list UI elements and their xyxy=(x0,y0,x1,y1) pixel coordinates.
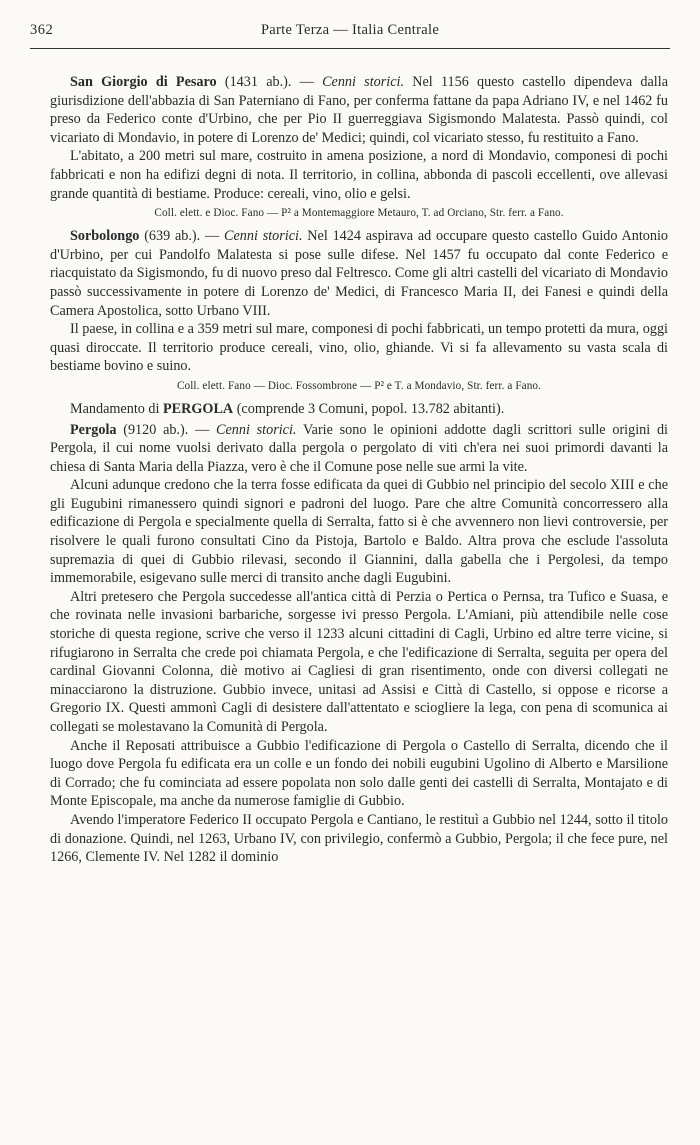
mandamento-heading xyxy=(50,400,668,419)
population: (9120 ab.). — xyxy=(116,421,217,438)
entry-sorbolongo-paragraph-2: Il paese, in collina e a 359 metri sul mare, componesi di pochi fabbricati, un tempo protetti da mura, oggi quasi diroccate. Il territorio produce cereali, vino, olio, ghiande. Vi si fa allevamento su vasta scala di bestiame bovino e suino. xyxy=(50,321,668,375)
entry-san-giorgio-paragraph-1 xyxy=(50,73,668,147)
page xyxy=(30,22,670,867)
entry-pergola-paragraph-4: Anche il Reposati attribuisce a Gubbio l'edificazione di Pergola o Castello di Serralta, dicendo che il luogo dove Pergola fu edificata era un colle e un fondo dei nobili eugubini Ugolino di Alberto e Marsilione di Corrado; che fu cominciata ad essere popolata non solo dalle genti dei castelli di Serralta, Montajato e di Monte Episcopale, ma anche da numerose famiglie di Gubbio. xyxy=(50,737,668,810)
paragraph-text: Varie sono le opinioni addotte dagli scrittori sulle origini di Pergola, il cui nome vuolsi derivato dalla pergola o pergolato di viti ch'era nei suoi primordi davanti la chiesa di Santa Maria della Piazza, vero è che il Comune pose nelle sue armi la vite. xyxy=(50,421,668,475)
entry-pergola-paragraph-1 xyxy=(50,421,668,477)
header-rule xyxy=(30,48,670,49)
population: (1431 ab.). — xyxy=(216,74,323,90)
entry-san-giorgio-meta: Coll. elett. e Dioc. Fano — P² a Montemaggiore Metauro, T. ad Orciano, Str. ferr. a Fano. xyxy=(154,207,564,220)
cenni-storici-label: Cenni storici. xyxy=(216,421,297,438)
cenni-storici-label: Cenni storici. xyxy=(224,228,303,245)
page-number: 362 xyxy=(30,22,54,38)
entry-pergola-paragraph-5: Avendo l'imperatore Federico II occupato Pergola e Cantiano, le restituì a Gubbio nel 1244, sotto il titolo di donazione. Quindi, nel 1263, Urbano IV, con privilegio, confermò a Gubbio, Pergola; il che fece pure, nel 1266, Clemente IV. Nel 1282 il dominio xyxy=(50,811,668,866)
entry-sorbolongo-meta: Coll. elett. Fano — Dioc. Fossombrone — P² e T. a Mondavio, Str. ferr. a Fano. xyxy=(176,379,542,392)
entry-pergola-paragraph-2: Alcuni adunque credono che la terra fosse edificata da quei di Gubbio nel principio del secolo XIII e che gli Eugubini rimanessero quindi signori e padroni del luogo. Pare che altre Comunità concorressero alla edificazione di Pergola e specialmente quella di Serralta, fatto si è che avvennero non lievi controversie, per risolvere le quali furono consultati Cino da Pistoja, Bartolo e Baldo. Altra prova che esclude l'assoluta supremazia di quei di Gubbio rilevasi, secondo il Giannini, dalla gabella che i Pergolesi, da tempo immemorabile, esigevano sulle merci di transito anche dagli Eugubini. xyxy=(50,477,668,587)
cenni-storici-label: Cenni storici. xyxy=(322,74,404,90)
page-header xyxy=(30,22,670,44)
population: (639 ab.). — xyxy=(139,228,224,245)
entry-title: Pergola xyxy=(70,421,117,438)
entry-san-giorgio-paragraph-2: L'abitato, a 200 metri sul mare, costruito in amena posizione, a nord di Mondavio, componesi di pochi fabbricati e non ha edifizi degni di nota. Il territorio, in collina, abbonda di pascoli eccellenti, ove allevasi grande quantità di bestiame. Produce: cereali, vino, olio e gelsi. xyxy=(50,148,668,202)
mandamento-name: PERGOLA xyxy=(163,400,234,417)
mandamento-prefix: Mandamento di xyxy=(70,400,163,417)
running-head: Parte Terza — Italia Centrale xyxy=(260,22,440,38)
paragraph-text: Nel 1424 aspirava ad occupare questo castello Guido Antonio d'Urbino, per cui Pandolfo Malatesta si pose sulle difese. Nel 1457 fu occupato dal conte Federico e riacquistato da Sigismondo, fu di nuovo preso dal Feltresco. Come gli altri castelli del vicariato di Mondavio passò successivamente in potere di Lorenzo de' Medici, di Francesco Maria II, dei Fanesi e quindi della Camera Apostolica, sotto Urbano VIII. xyxy=(50,228,668,319)
entry-title: Sorbolongo xyxy=(70,228,140,245)
entry-pergola-paragraph-3: Altri pretesero che Pergola succedesse all'antica città di Perzia o Pertica o Pernsa, tra Tufico e Suasa, e che rovinata nelle invasioni barbariche, sorgesse ivi presso Pergola. L'Amiani, più attendibile nelle cose storiche di questa regione, scrive che verso il 1233 alcuni cittadini di Cagli, Urbino ed altre terre vicine, si rifugiarono in Serralta che crede poi chiamata Pergola, e che l'edificazione di Serralta, seguita per opera del cardinal Giovanni Colonna, diè motivo ai Cagliesi di gran risentimento, onde con diversi collegati ne minacciarono la distruzione. Gubbio invece, unitasi ad Assisi e Città di Castello, si oppose e ricorse a Gregorio IX. Questi ammonì Cagli di desistere dall'attentato e sciogliere la lega, con pena di scomunica ai collegati se molestavano la Comunità di Pergola. xyxy=(50,588,668,735)
paragraph-text: Nel 1156 questo castello dipendeva dalla giurisdizione dell'abbazia di San Paterniano di Fano, per conferma fattane da papa Adriano IV, e nel 1462 fu preso da Federico conte d'Urbino, che per Pio II guerreggiava Sigismondo Malatesta. Passò quindi, col vicariato di Mondavio, in potere di Lorenzo de' Medici; quindi, col vicariato stesso, fu restituito a Fano. xyxy=(50,74,668,146)
entry-title: San Giorgio di Pesaro xyxy=(70,74,217,90)
mandamento-detail: (comprende 3 Comuni, popol. 13.782 abitanti). xyxy=(233,400,505,417)
page-body xyxy=(30,73,668,867)
entry-sorbolongo-paragraph-1 xyxy=(50,227,668,320)
